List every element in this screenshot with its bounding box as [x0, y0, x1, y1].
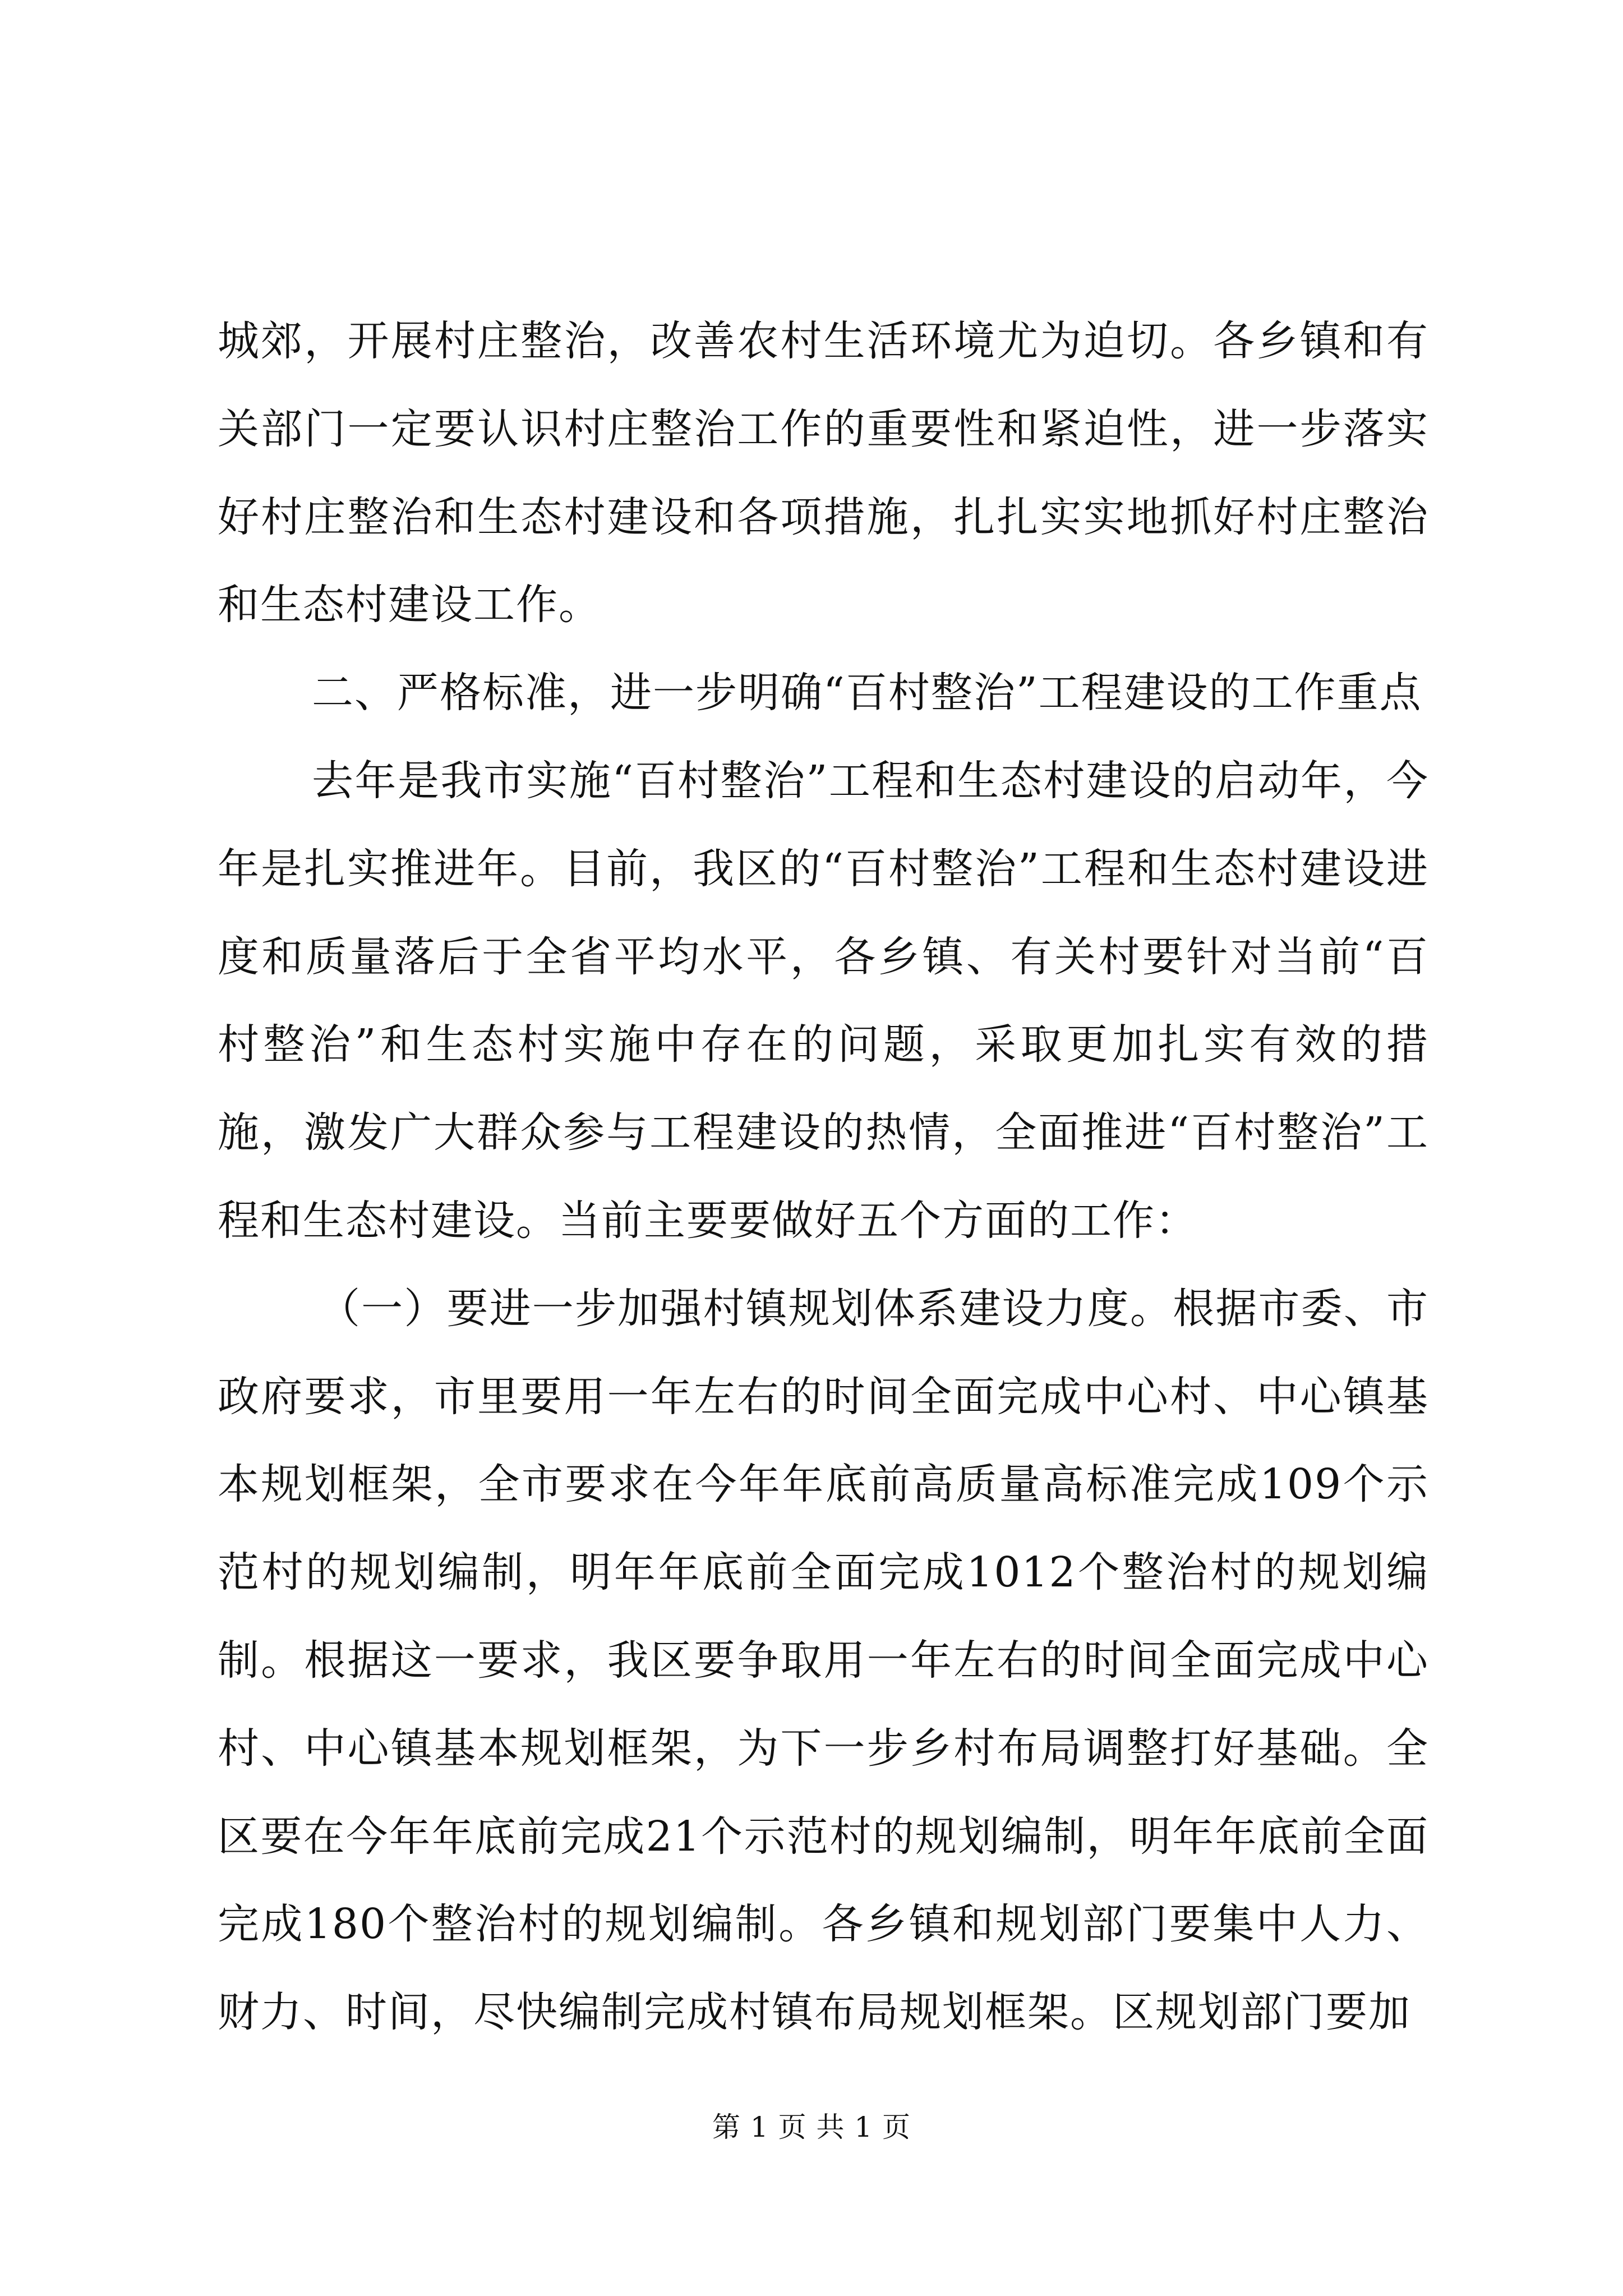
- paragraph-background: 去年是我市实施“百村整治”工程和生态村建设的启动年，今年是扎实推进年。目前，我区的“百村整治”工程和生态村建设进度和质量落后于全省平均水平，各乡镇、有关村要针对当前“百村整治”和生态村实施中存在的问题，采取更加扎实有效的措施，激发广大群众参与工程建设的热情，全面推进“百村整治”工程和生态村建设。当前主要要做好五个方面的工作：: [218, 756, 1429, 1245]
- section-heading: 二、严格标准，进一步明确“百村整治”工程建设的工作重点: [312, 669, 1422, 717]
- document-body: [218, 297, 1429, 2056]
- paragraph-continuation: 城郊，开展村庄整治，改善农村生活环境尤为迫切。各乡镇和有关部门一定要认识村庄整治工作的重要性和紧迫性，进一步落实好村庄整治和生态村建设和各项措施，扎扎实实地抓好村庄整治和生态村建设工作。: [218, 317, 1429, 629]
- paragraph-item-one: （一）要进一步加强村镇规划体系建设力度。根据市委、市政府要求，市里要用一年左右的时间全面完成中心村、中心镇基本规划框架，全市要求在今年年底前高质量高标准完成109个示范村的规划编制，明年年底前全面完成1012个整治村的规划编制。根据这一要求，我区要争取用一年左右的时间全面完成中心村、中心镇基本规划框架，为下一步乡村布局调整打好基础。全区要在今年年底前完成21个示范村的规划编制，明年年底前全面完成180个整治村的规划编制。各乡镇和规划部门要集中人力、财力、时间，尽快编制完成村镇布局规划框架。区规划部门要加: [218, 1284, 1429, 2037]
- page-footer: 第 1 页 共 1 页: [712, 2111, 911, 2143]
